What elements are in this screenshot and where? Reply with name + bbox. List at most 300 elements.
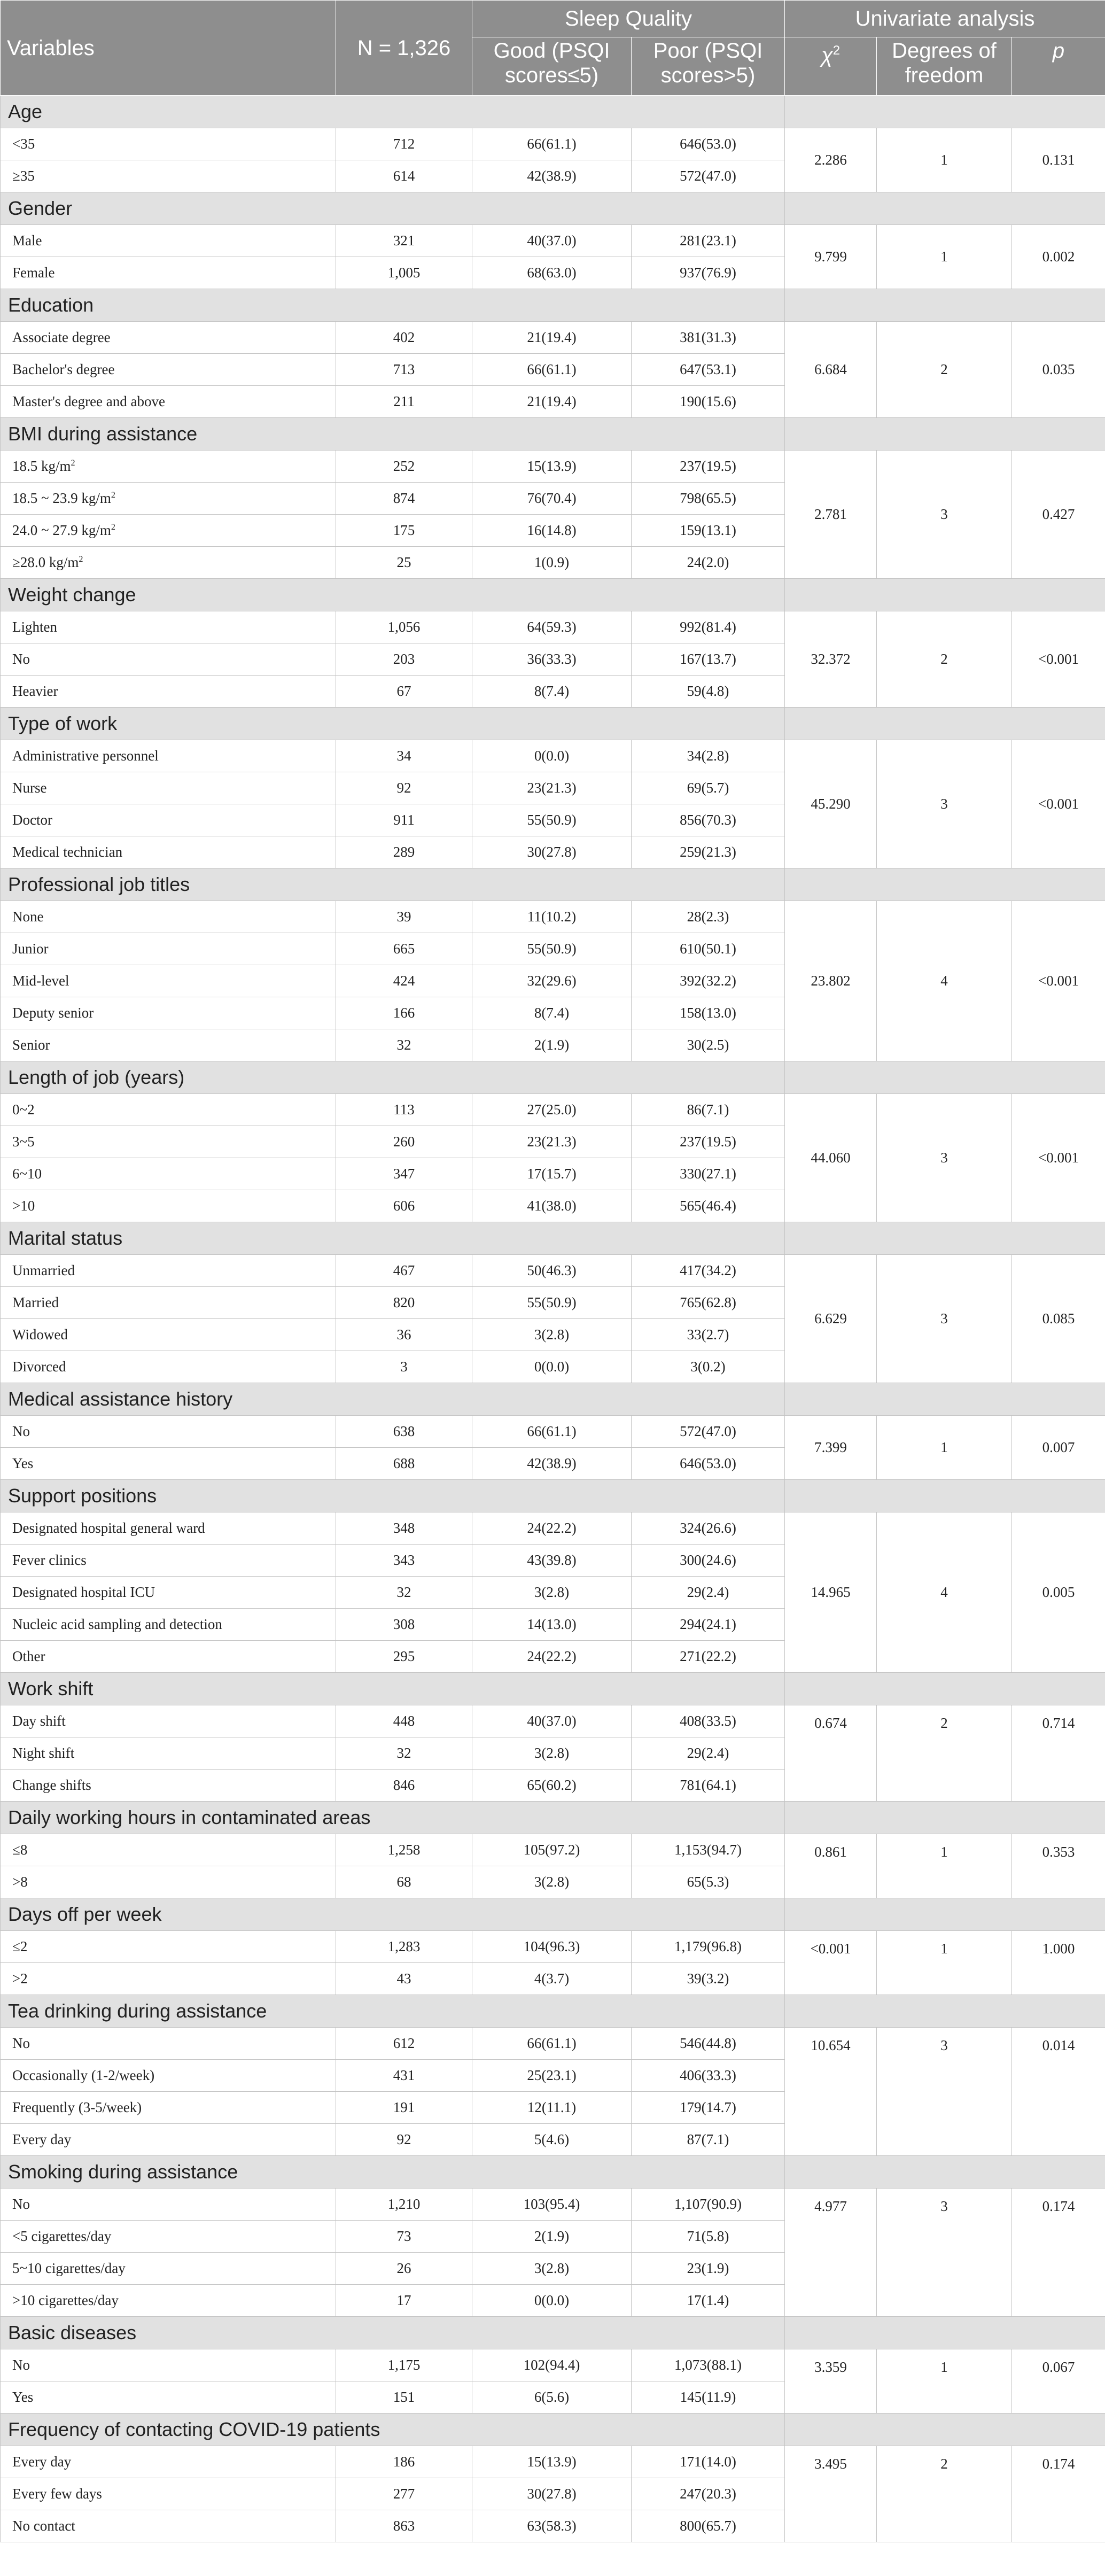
cell-df: 1 (877, 1931, 1012, 1995)
group-title: Professional job titles (1, 868, 785, 901)
row-label-text: >2 (12, 1970, 28, 1987)
group-header-row (1, 2414, 1105, 2446)
row-label-text: Medical technician (12, 844, 123, 860)
header-n-text: N = 1,326 (357, 36, 451, 60)
row-label-text: Male (12, 232, 42, 249)
row-label-text: Every day (12, 2454, 72, 2470)
row-label (1, 1158, 336, 1190)
cell-poor: 71(5.8) (632, 2221, 785, 2253)
row-label (1, 1737, 336, 1770)
row-label-text: ≥28.0 kg/m (12, 554, 79, 570)
table-row (1, 2028, 1105, 2060)
cell-poor: 34(2.8) (632, 740, 785, 772)
cell-good: 40(37.0) (472, 1705, 632, 1737)
group-title-fill (785, 2317, 1105, 2349)
cell-n: 260 (336, 1126, 472, 1158)
row-label-text: No (12, 651, 30, 667)
row-label-text: Widowed (12, 1326, 68, 1343)
cell-n: 32 (336, 1577, 472, 1609)
group-header-row (1, 192, 1105, 225)
cell-n: 638 (336, 1416, 472, 1448)
group-title: Age (1, 96, 785, 128)
cell-good: 11(10.2) (472, 901, 632, 933)
cell-n: 712 (336, 128, 472, 160)
group-title: Type of work (1, 708, 785, 740)
group-header-row (1, 418, 1105, 451)
cell-chi-square: 14.965 (785, 1512, 877, 1673)
cell-good: 1(0.9) (472, 547, 632, 579)
row-label-text: >10 cigarettes/day (12, 2292, 119, 2308)
cell-n: 820 (336, 1287, 472, 1319)
cell-good: 63(58.3) (472, 2510, 632, 2542)
cell-poor: 59(4.8) (632, 676, 785, 708)
cell-poor: 647(53.1) (632, 354, 785, 386)
cell-good: 5(4.6) (472, 2124, 632, 2156)
cell-good: 43(39.8) (472, 1545, 632, 1577)
table-row (1, 740, 1105, 772)
cell-good: 8(7.4) (472, 676, 632, 708)
header-df: Degrees of freedom (877, 37, 1012, 96)
cell-df: 4 (877, 901, 1012, 1061)
cell-good: 23(21.3) (472, 772, 632, 804)
table-row (1, 1416, 1105, 1448)
chi-superscript: 2 (832, 43, 841, 58)
chi-symbol: χ (821, 43, 833, 67)
group-title-fill (785, 1061, 1105, 1094)
row-label-text: Occasionally (1-2/week) (12, 2067, 155, 2083)
cell-n: 308 (336, 1609, 472, 1641)
group-title: Marital status (1, 1222, 785, 1255)
cell-p-value: 0.174 (1012, 2189, 1105, 2317)
row-label-text: Administrative personnel (12, 748, 159, 764)
cell-poor: 546(44.8) (632, 2028, 785, 2060)
group-header-row (1, 1383, 1105, 1416)
group-header-row (1, 1480, 1105, 1512)
table-row (1, 1094, 1105, 1126)
cell-poor: 406(33.3) (632, 2060, 785, 2092)
cell-good: 66(61.1) (472, 1416, 632, 1448)
cell-p-value: 0.131 (1012, 128, 1105, 192)
row-label (1, 1609, 336, 1641)
cell-poor: 87(7.1) (632, 2124, 785, 2156)
row-label (1, 2124, 336, 2156)
row-label (1, 257, 336, 289)
cell-n: 92 (336, 772, 472, 804)
row-label-text: <5 cigarettes/day (12, 2228, 112, 2244)
table-row (1, 1255, 1105, 1287)
cell-poor: 271(22.2) (632, 1641, 785, 1673)
cell-good: 64(59.3) (472, 611, 632, 643)
cell-good: 102(94.4) (472, 2349, 632, 2381)
cell-good: 2(1.9) (472, 1029, 632, 1061)
cell-df: 2 (877, 611, 1012, 708)
cell-p-value: 0.002 (1012, 225, 1105, 289)
group-title: Frequency of contacting COVID-19 patients (1, 2414, 785, 2446)
cell-chi-square: 3.359 (785, 2349, 877, 2414)
group-header-row (1, 579, 1105, 611)
cell-poor: 1,153(94.7) (632, 1834, 785, 1866)
row-label (1, 836, 336, 868)
row-label-text: Mid-level (12, 973, 69, 989)
group-header-row (1, 2156, 1105, 2189)
row-label (1, 1834, 336, 1866)
row-label-text: No (12, 2357, 30, 2373)
cell-good: 32(29.6) (472, 965, 632, 997)
cell-good: 27(25.0) (472, 1094, 632, 1126)
cell-p-value: 0.007 (1012, 1416, 1105, 1480)
cell-p-value: <0.001 (1012, 901, 1105, 1061)
cell-poor: 417(34.2) (632, 1255, 785, 1287)
cell-df: 1 (877, 2349, 1012, 2414)
cell-n: 863 (336, 2510, 472, 2542)
row-label-text: Every day (12, 2131, 72, 2147)
row-label (1, 2446, 336, 2478)
cell-good: 4(3.7) (472, 1963, 632, 1995)
cell-n: 688 (336, 1448, 472, 1480)
cell-n: 277 (336, 2478, 472, 2510)
cell-chi-square: 32.372 (785, 611, 877, 708)
cell-p-value: 0.353 (1012, 1834, 1105, 1898)
row-label (1, 322, 336, 354)
row-label-text: Day shift (12, 1713, 66, 1729)
group-title: Days off per week (1, 1898, 785, 1931)
row-label (1, 2285, 336, 2317)
row-label (1, 547, 336, 579)
cell-good: 2(1.9) (472, 2221, 632, 2253)
table-row (1, 128, 1105, 160)
cell-good: 42(38.9) (472, 160, 632, 192)
row-label (1, 2092, 336, 2124)
row-label-superscript: 2 (111, 490, 115, 500)
cell-poor: 33(2.7) (632, 1319, 785, 1351)
row-label (1, 160, 336, 192)
group-title-fill (785, 289, 1105, 322)
table-row (1, 1512, 1105, 1545)
table-row (1, 2189, 1105, 2221)
group-title-fill (785, 1802, 1105, 1834)
cell-n: 32 (336, 1029, 472, 1061)
row-label (1, 1319, 336, 1351)
cell-good: 55(50.9) (472, 933, 632, 965)
row-label (1, 804, 336, 836)
cell-poor: 23(1.9) (632, 2253, 785, 2285)
row-label-text: Heavier (12, 683, 58, 699)
row-label-text: Every few days (12, 2486, 102, 2502)
cell-n: 25 (336, 547, 472, 579)
cell-poor: 572(47.0) (632, 1416, 785, 1448)
cell-poor: 565(46.4) (632, 1190, 785, 1222)
row-label-text: 3~5 (12, 1134, 35, 1150)
cell-poor: 179(14.7) (632, 2092, 785, 2124)
cell-p-value: 0.035 (1012, 322, 1105, 418)
row-label (1, 1577, 336, 1609)
row-label-text: 24.0 ~ 27.9 kg/m (12, 522, 111, 538)
cell-good: 68(63.0) (472, 257, 632, 289)
cell-p-value: 1.000 (1012, 1931, 1105, 1995)
row-label (1, 643, 336, 676)
row-label (1, 1094, 336, 1126)
cell-chi-square: 0.861 (785, 1834, 877, 1898)
group-title-fill (785, 1673, 1105, 1705)
cell-good: 0(0.0) (472, 2285, 632, 2317)
row-label-text: >8 (12, 1874, 28, 1890)
cell-poor: 800(65.7) (632, 2510, 785, 2542)
row-label-text: >10 (12, 1198, 35, 1214)
cell-df: 3 (877, 2189, 1012, 2317)
row-label-text: No contact (12, 2518, 75, 2534)
group-title-fill (785, 579, 1105, 611)
row-label (1, 2510, 336, 2542)
cell-n: 43 (336, 1963, 472, 1995)
row-label (1, 128, 336, 160)
cell-poor: 646(53.0) (632, 1448, 785, 1480)
cell-n: 32 (336, 1737, 472, 1770)
cell-poor: 65(5.3) (632, 1866, 785, 1898)
group-title: Gender (1, 192, 785, 225)
cell-good: 103(95.4) (472, 2189, 632, 2221)
row-label-text: Fever clinics (12, 1552, 87, 1568)
cell-n: 424 (336, 965, 472, 997)
cell-chi-square: 6.684 (785, 322, 877, 418)
cell-poor: 281(23.1) (632, 225, 785, 257)
group-header-row (1, 1222, 1105, 1255)
table-row (1, 225, 1105, 257)
row-label-text: 18.5 ~ 23.9 kg/m (12, 490, 111, 506)
row-label-text: Frequently (3-5/week) (12, 2099, 142, 2115)
row-label-text: Divorced (12, 1359, 66, 1375)
group-title-fill (785, 1480, 1105, 1512)
header-chi-square (785, 37, 877, 96)
row-label (1, 1770, 336, 1802)
group-title-fill (785, 1383, 1105, 1416)
cell-good: 65(60.2) (472, 1770, 632, 1802)
cell-poor: 29(2.4) (632, 1737, 785, 1770)
cell-chi-square: 4.977 (785, 2189, 877, 2317)
cell-n: 1,210 (336, 2189, 472, 2221)
cell-good: 8(7.4) (472, 997, 632, 1029)
row-label-text: ≤8 (12, 1842, 28, 1858)
cell-poor: 17(1.4) (632, 2285, 785, 2317)
row-label (1, 1512, 336, 1545)
cell-df: 2 (877, 322, 1012, 418)
cell-poor: 30(2.5) (632, 1029, 785, 1061)
cell-chi-square: 10.654 (785, 2028, 877, 2156)
cell-good: 66(61.1) (472, 128, 632, 160)
table-row (1, 1705, 1105, 1737)
cell-n: 348 (336, 1512, 472, 1545)
row-label (1, 933, 336, 965)
row-label-text: Deputy senior (12, 1005, 94, 1021)
cell-poor: 29(2.4) (632, 1577, 785, 1609)
cell-n: 1,005 (336, 257, 472, 289)
cell-n: 68 (336, 1866, 472, 1898)
row-label-text: Designated hospital ICU (12, 1584, 155, 1600)
row-label-superscript: 2 (79, 554, 83, 564)
header-sleep-quality: Sleep Quality (472, 1, 785, 37)
cell-poor: 1,179(96.8) (632, 1931, 785, 1963)
cell-poor: 69(5.7) (632, 772, 785, 804)
cell-poor: 856(70.3) (632, 804, 785, 836)
row-label (1, 386, 336, 418)
cell-poor: 145(11.9) (632, 2381, 785, 2414)
cell-n: 911 (336, 804, 472, 836)
group-title-fill (785, 1995, 1105, 2028)
header-row-top (1, 1, 1105, 37)
cell-poor: 171(14.0) (632, 2446, 785, 2478)
cell-good: 23(21.3) (472, 1126, 632, 1158)
cell-poor: 190(15.6) (632, 386, 785, 418)
cell-n: 191 (336, 2092, 472, 2124)
cell-p-value: 0.085 (1012, 1255, 1105, 1383)
cell-chi-square: 3.495 (785, 2446, 877, 2542)
cell-chi-square: 23.802 (785, 901, 877, 1061)
cell-good: 3(2.8) (472, 2253, 632, 2285)
row-label (1, 772, 336, 804)
row-label (1, 1545, 336, 1577)
cell-good: 30(27.8) (472, 2478, 632, 2510)
row-label (1, 997, 336, 1029)
cell-good: 76(70.4) (472, 483, 632, 515)
cell-df: 3 (877, 2028, 1012, 2156)
row-label (1, 515, 336, 547)
cell-n: 612 (336, 2028, 472, 2060)
row-label-text: Other (12, 1648, 45, 1664)
row-label (1, 1287, 336, 1319)
cell-df: 3 (877, 740, 1012, 868)
group-title-fill (785, 2156, 1105, 2189)
row-label-text: 6~10 (12, 1166, 42, 1182)
header-univariate: Univariate analysis (785, 1, 1105, 37)
row-label (1, 1705, 336, 1737)
group-header-row (1, 96, 1105, 128)
row-label-text: Junior (12, 941, 49, 957)
row-label (1, 1931, 336, 1963)
cell-n: 713 (336, 354, 472, 386)
cell-good: 6(5.6) (472, 2381, 632, 2414)
group-header-row (1, 289, 1105, 322)
cell-df: 1 (877, 128, 1012, 192)
cell-good: 0(0.0) (472, 1351, 632, 1383)
row-label-text: Night shift (12, 1745, 75, 1761)
cell-p-value: <0.001 (1012, 611, 1105, 708)
cell-n: 203 (336, 643, 472, 676)
row-label (1, 1190, 336, 1222)
cell-n: 151 (336, 2381, 472, 2414)
cell-n: 26 (336, 2253, 472, 2285)
group-title-fill (785, 96, 1105, 128)
cell-n: 211 (336, 386, 472, 418)
cell-df: 1 (877, 1416, 1012, 1480)
row-label (1, 1641, 336, 1673)
cell-poor: 237(19.5) (632, 451, 785, 483)
row-label (1, 1963, 336, 1995)
table-row (1, 1834, 1105, 1866)
group-title-fill (785, 418, 1105, 451)
cell-chi-square: 2.781 (785, 451, 877, 579)
cell-good: 50(46.3) (472, 1255, 632, 1287)
cell-good: 16(14.8) (472, 515, 632, 547)
cell-n: 343 (336, 1545, 472, 1577)
row-label-text: Nucleic acid sampling and detection (12, 1616, 222, 1632)
cell-p-value: 0.714 (1012, 1705, 1105, 1802)
cell-n: 1,175 (336, 2349, 472, 2381)
cell-n: 166 (336, 997, 472, 1029)
cell-chi-square: 0.674 (785, 1705, 877, 1802)
row-label-text: No (12, 2196, 30, 2212)
cell-good: 14(13.0) (472, 1609, 632, 1641)
row-label-text: Married (12, 1294, 59, 1310)
row-label (1, 1351, 336, 1383)
group-title: Support positions (1, 1480, 785, 1512)
row-label-text: ≥35 (12, 168, 35, 184)
cell-p-value: 0.427 (1012, 451, 1105, 579)
table-body (1, 96, 1105, 2542)
row-label (1, 740, 336, 772)
group-title-fill (785, 1222, 1105, 1255)
group-header-row (1, 868, 1105, 901)
group-title: Work shift (1, 1673, 785, 1705)
cell-good: 41(38.0) (472, 1190, 632, 1222)
cell-n: 467 (336, 1255, 472, 1287)
cell-chi-square: 2.286 (785, 128, 877, 192)
cell-n: 295 (336, 1641, 472, 1673)
cell-n: 39 (336, 901, 472, 933)
cell-poor: 381(31.3) (632, 322, 785, 354)
cell-poor: 259(21.3) (632, 836, 785, 868)
cell-n: 874 (336, 483, 472, 515)
cell-poor: 992(81.4) (632, 611, 785, 643)
row-label (1, 1416, 336, 1448)
row-label (1, 1255, 336, 1287)
row-label-text: Change shifts (12, 1777, 91, 1793)
cell-good: 105(97.2) (472, 1834, 632, 1866)
cell-n: 448 (336, 1705, 472, 1737)
row-label-text: Senior (12, 1037, 50, 1053)
cell-n: 113 (336, 1094, 472, 1126)
group-title-fill (785, 2414, 1105, 2446)
group-title-fill (785, 868, 1105, 901)
cell-good: 24(22.2) (472, 1512, 632, 1545)
row-label-text: Associate degree (12, 329, 111, 345)
row-label (1, 483, 336, 515)
cell-df: 3 (877, 1255, 1012, 1383)
row-label (1, 354, 336, 386)
row-label-text: Yes (12, 2389, 34, 2405)
row-label (1, 965, 336, 997)
row-label (1, 1866, 336, 1898)
cell-good: 17(15.7) (472, 1158, 632, 1190)
cell-p-value: 0.014 (1012, 2028, 1105, 2156)
row-label (1, 2478, 336, 2510)
cell-poor: 572(47.0) (632, 160, 785, 192)
cell-n: 36 (336, 1319, 472, 1351)
row-label-superscript: 2 (71, 458, 75, 468)
cell-poor: 781(64.1) (632, 1770, 785, 1802)
header-n (336, 1, 472, 96)
cell-poor: 610(50.1) (632, 933, 785, 965)
row-label-text: No (12, 2035, 30, 2051)
table-row (1, 901, 1105, 933)
cell-good: 40(37.0) (472, 225, 632, 257)
cell-df: 3 (877, 451, 1012, 579)
cell-good: 3(2.8) (472, 1577, 632, 1609)
cell-chi-square: <0.001 (785, 1931, 877, 1995)
cell-n: 431 (336, 2060, 472, 2092)
row-label (1, 611, 336, 643)
row-label (1, 2253, 336, 2285)
cell-poor: 24(2.0) (632, 547, 785, 579)
cell-good: 36(33.3) (472, 643, 632, 676)
